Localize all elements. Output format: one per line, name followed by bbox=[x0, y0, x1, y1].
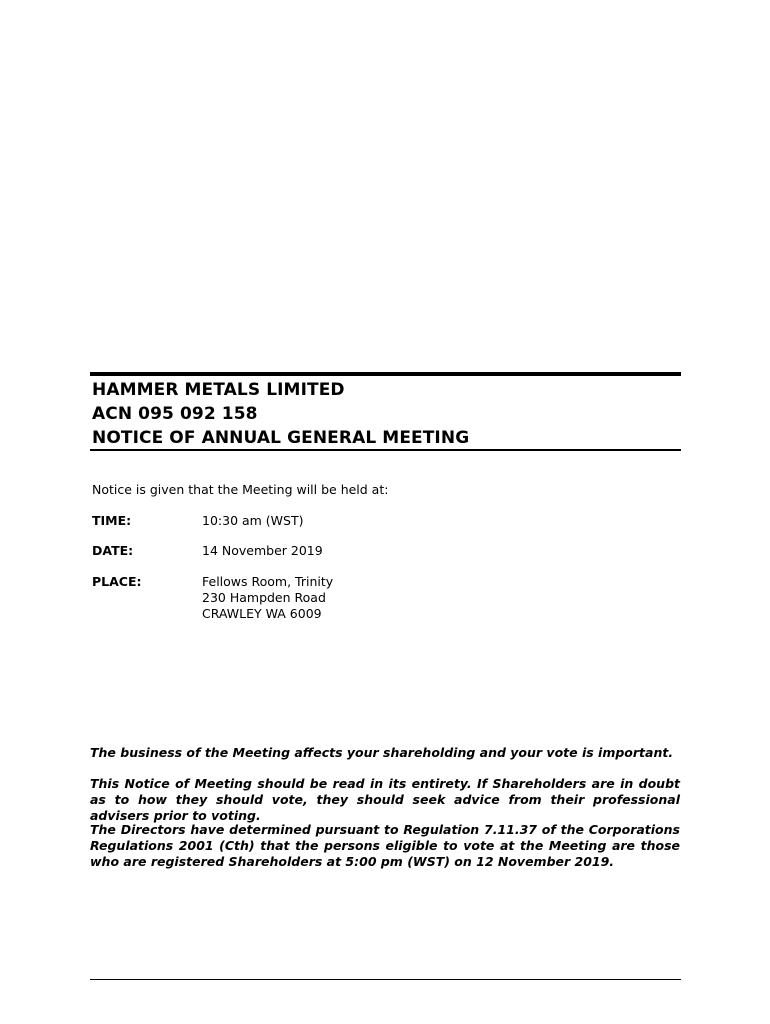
date-label: DATE: bbox=[92, 543, 134, 558]
title-block bbox=[92, 378, 680, 450]
read-note: This Notice of Meeting should be read in its entirety. If Shareholders are in doubt as to how they should vote, they should seek advice from their professional advisers prior to voting. bbox=[90, 776, 680, 823]
place-line: Fellows Room, Trinity bbox=[202, 574, 334, 589]
place-value bbox=[202, 574, 333, 622]
intro-text: Notice is given that the Meeting will be held at: bbox=[92, 482, 389, 497]
company-name: HAMMER METALS LIMITED bbox=[92, 380, 345, 400]
time-label: TIME: bbox=[92, 513, 132, 528]
title-top-rule bbox=[90, 372, 681, 376]
place-line: CRAWLEY WA 6009 bbox=[202, 606, 322, 621]
title-bottom-rule bbox=[90, 449, 681, 451]
place-line: 230 Hampden Road bbox=[202, 590, 326, 605]
place-label: PLACE: bbox=[92, 574, 142, 589]
time-value: 10:30 am (WST) bbox=[202, 513, 304, 528]
acn-number: ACN 095 092 158 bbox=[92, 404, 258, 424]
footer-rule bbox=[90, 979, 681, 980]
eligibility-note: The Directors have determined pursuant to Regulation 7.11.37 of the Corporations Regulations 2001 (Cth) that the persons eligible to vote at the Meeting are those who are registered Shareholders at 5:00 pm (WST) on 12 November 2019. bbox=[90, 822, 680, 869]
date-value: 14 November 2019 bbox=[202, 543, 323, 558]
notice-title: NOTICE OF ANNUAL GENERAL MEETING bbox=[92, 428, 470, 448]
business-note: The business of the Meeting affects your shareholding and your vote is important. bbox=[90, 745, 674, 760]
